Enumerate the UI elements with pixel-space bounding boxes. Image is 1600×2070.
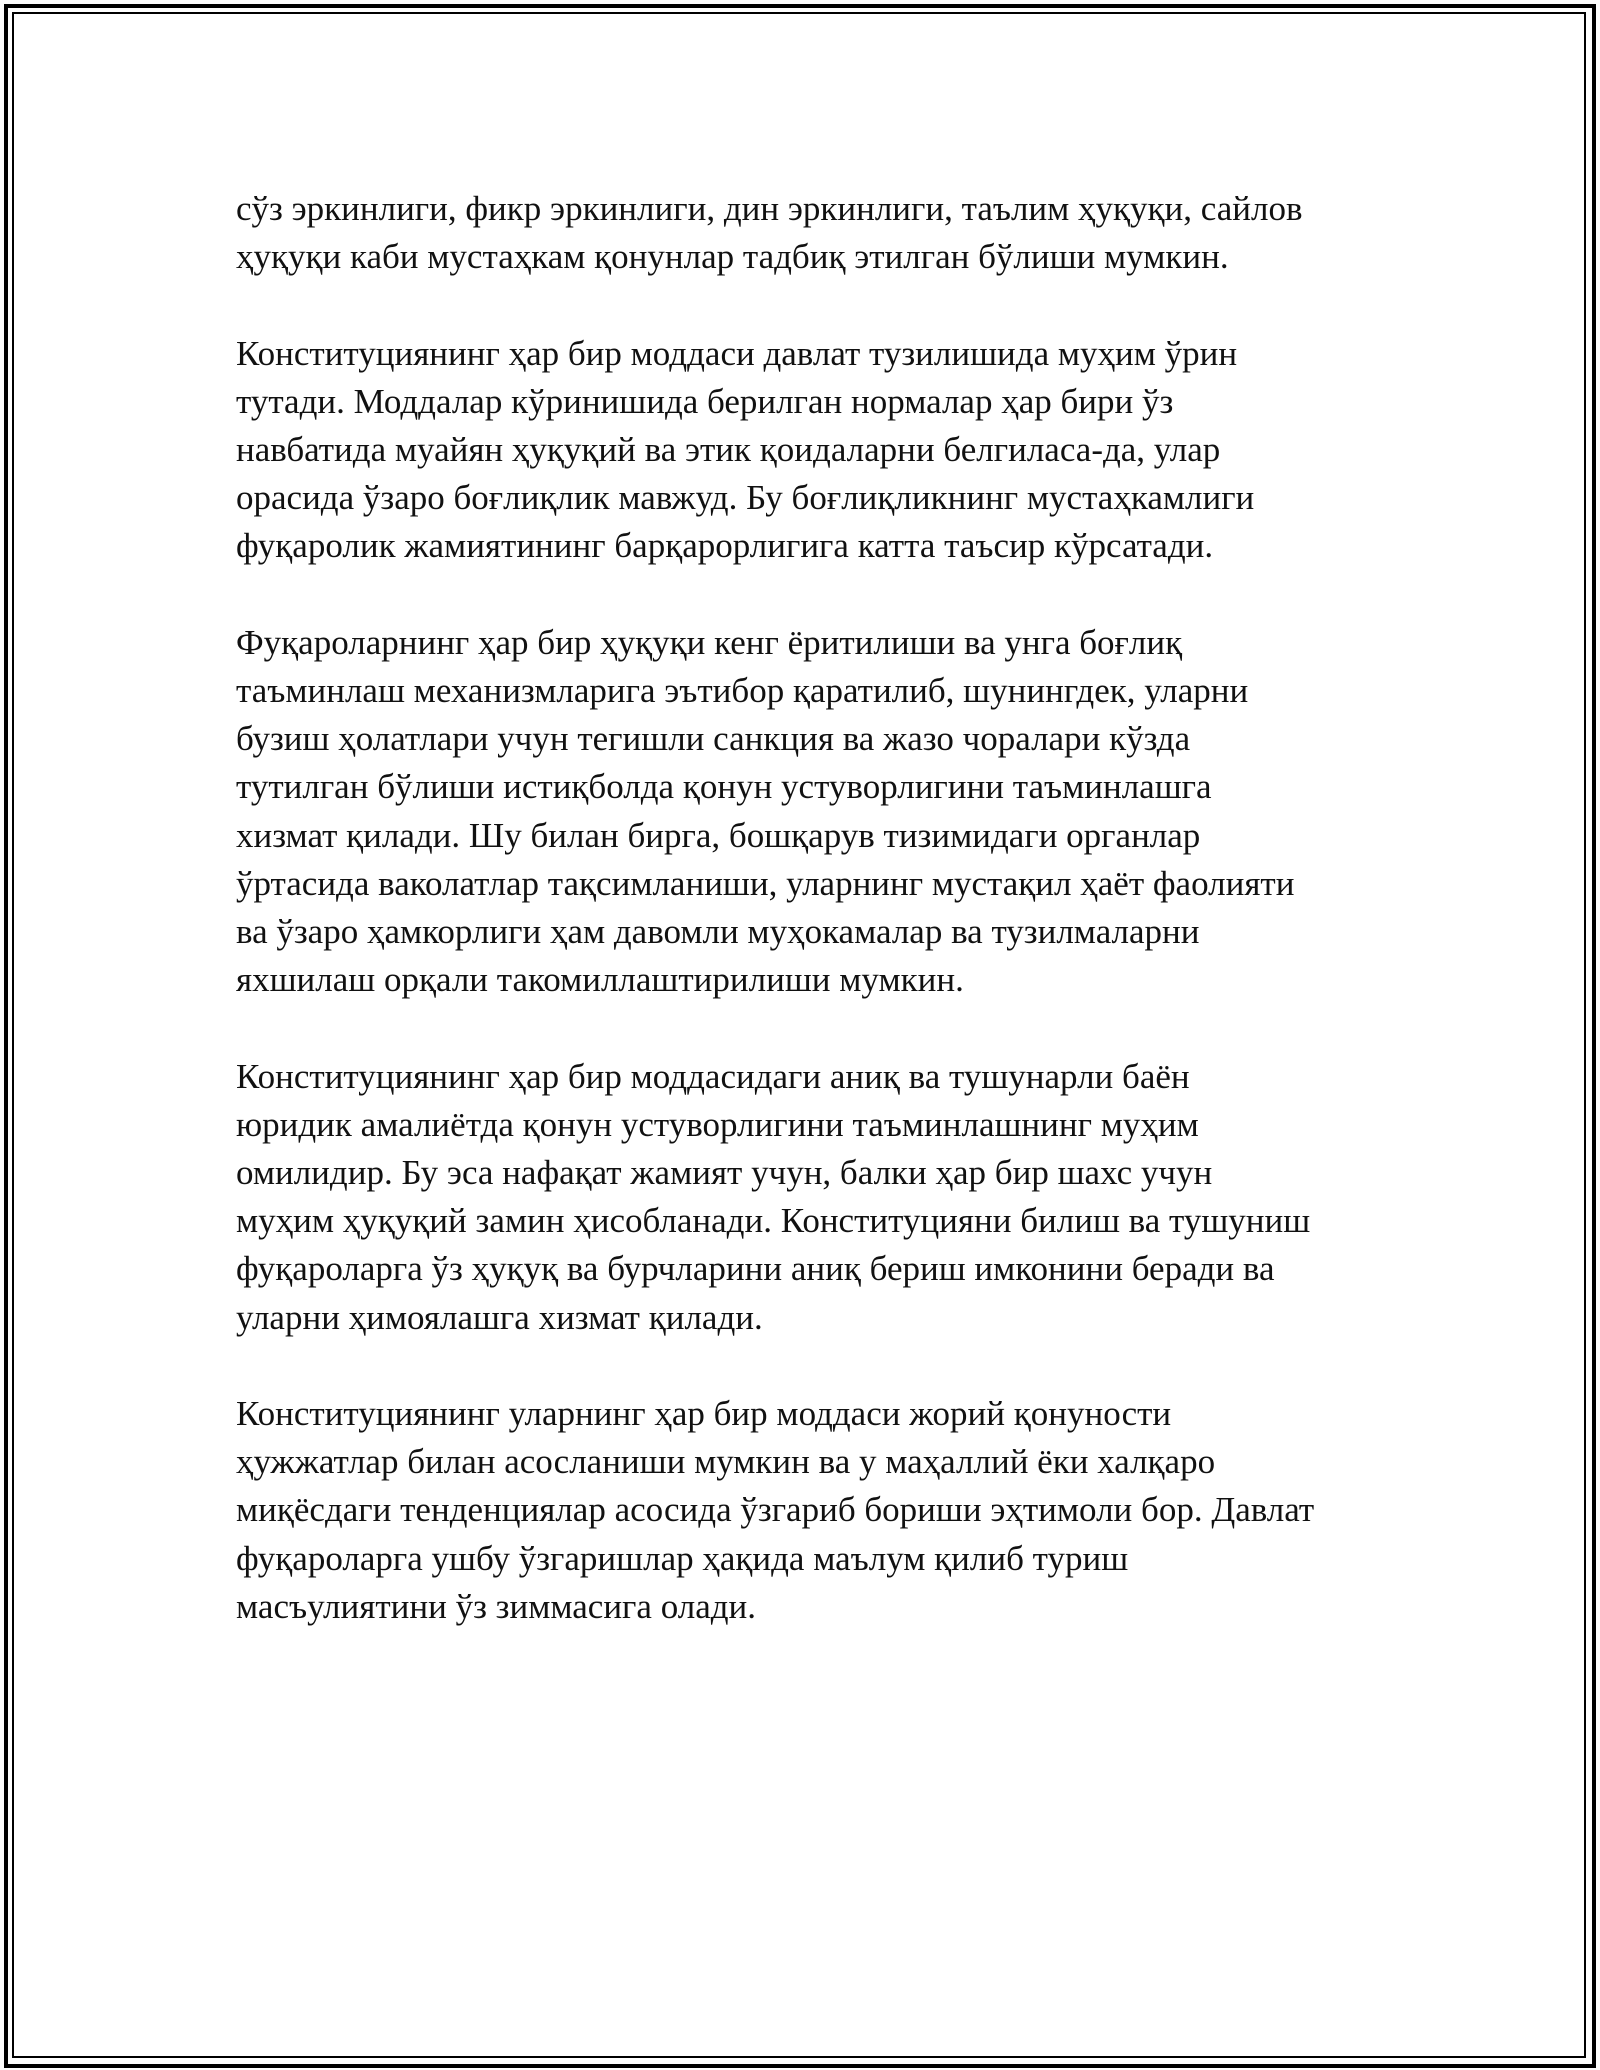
paragraph-3: Фуқароларнинг ҳар бир ҳуқуқи кенг ёритилиши ва унга боғлиқ таъминлаш механизмларига эътибор қаратилиб, шунингдек, уларни бузиш ҳолатлари учун тегишли санкция ва жазо чоралари кўзда тутилган бўлиши истиқболда қонун устуворлигини таъминлашга хизмат қилади. Шу билан бирга, бошқарув тизимидаги органлар ўртасида ваколатлар тақсимланиши, уларнинг мустақил ҳаёт фаолияти ва ўзаро ҳамкорлиги ҳам давомли муҳокамалар ва тузилмаларни яхшилаш орқали такомиллаштирилиши мумкин.: [236, 622, 1295, 1000]
paragraph-5: Конституциянинг уларнинг ҳар бир моддаси жорий қонуности ҳужжатлар билан асосланиши мумкин ва у маҳаллий ёки халқаро миқёсдаги тенденциялар асосида ўзгариб бориши эҳтимоли бор. Давлат фуқароларга ушбу ўзгаришлар ҳақида маълум қилиб туриш масъулиятини ўз зиммасига олади.: [236, 1394, 1315, 1626]
paragraph-2: Конституциянинг ҳар бир моддаси давлат тузилишида муҳим ўрин тутади. Моддалар кўринишида берилган нормалар ҳар бири ўз навбатида муайян ҳуқуқий ва этик қоидаларни белгиласа-да, улар орасида ўзаро боғлиқлик мавжуд. Бу боғлиқликнинг мустаҳкамлиги фуқаролик жамиятининг барқарорлигига катта таъсир кўрсатади.: [236, 333, 1255, 566]
paragraph-1: сўз эркинлиги, фикр эркинлиги, дин эркинлиги, таълим ҳуқуқи, сайлов ҳуқуқи каби мустаҳкам қонунлар тадбиқ этилган бўлиши мумкин.: [236, 189, 1303, 277]
paragraph-4: Конституциянинг ҳар бир моддасидаги аниқ ва тушунарли баён юридик амалиётда қонун устуворлигини таъминлашнинг муҳим омилидир. Бу эса нафақат жамият учун, балки ҳар бир шахс учун муҳим ҳуқуқий замин ҳисобланади. Конституцияни билиш ва тушуниш фуқароларга ўз ҳуқуқ ва бурчларини аниқ бериш имконини беради ва уларни ҳимоялашга хизмат қилади.: [236, 1056, 1311, 1337]
document-body: [236, 185, 1386, 1679]
